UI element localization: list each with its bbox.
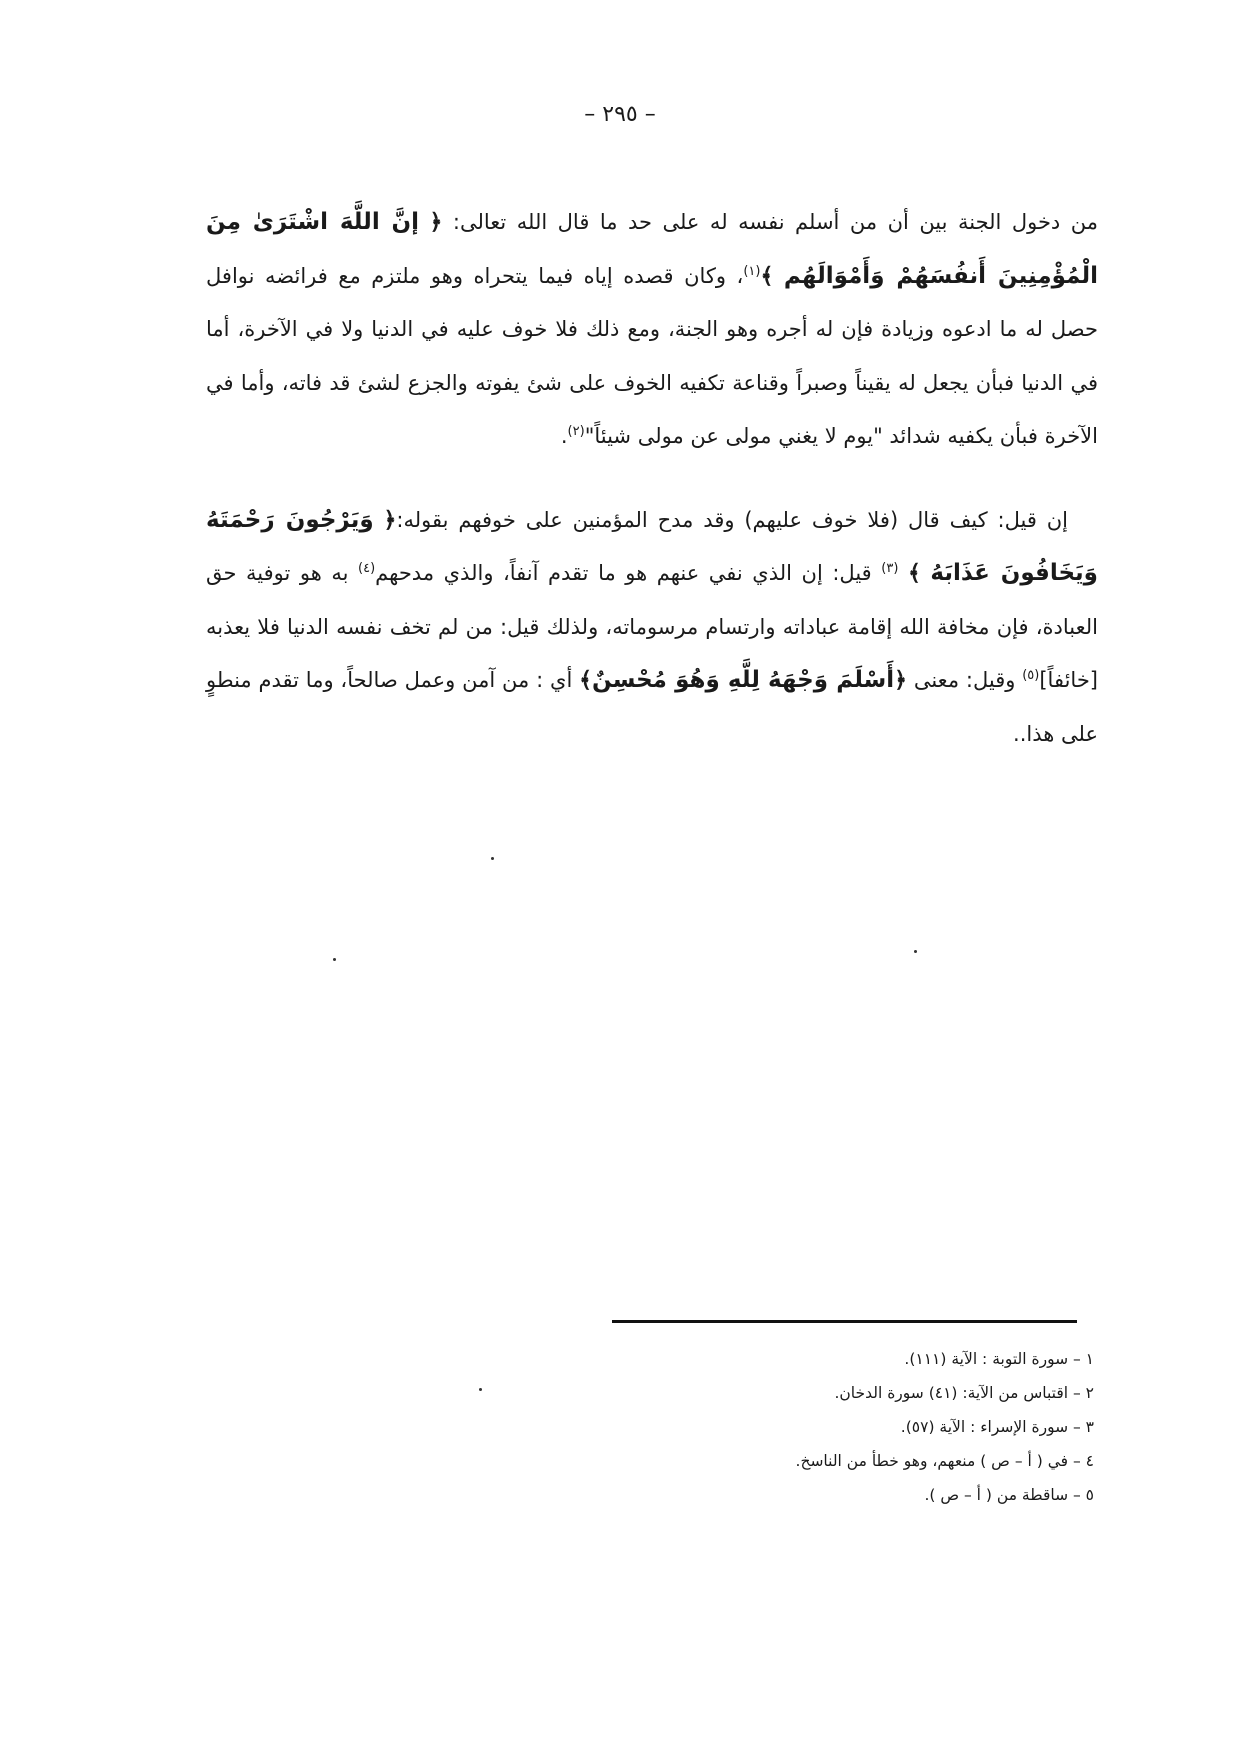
scan-speck <box>491 857 494 860</box>
footnote-ref-2[interactable]: (٢) <box>567 424 585 439</box>
main-text <box>206 196 1098 761</box>
paragraph-2 <box>206 494 1098 762</box>
footnote-ref-5[interactable]: (٥) <box>1022 668 1040 683</box>
quran-verse-3: أَسْلَمَ وَجْهَهُ لِلَّهِ وَهُوَ مُحْسِنٌ <box>592 667 895 693</box>
scan-speck <box>479 1388 482 1391</box>
footnote-item: ١ – سورة التوبة : الآية (١١١). <box>904 1350 1094 1368</box>
quran-bracket-open: ﴿ <box>383 507 397 533</box>
scan-speck <box>333 958 336 961</box>
quran-verse-2: وَيَرْجُونَ رَحْمَتَهُ وَيَخَافُونَ عَذَابَهُ <box>206 506 1098 586</box>
quran-bracket-close: ﴾ <box>760 263 774 289</box>
footnote-ref-1[interactable]: (١) <box>743 263 761 279</box>
quran-bracket-open: ﴿ <box>894 668 908 693</box>
quran-bracket-open: ﴿ <box>429 210 443 235</box>
paragraph-2-text-a: إن قيل: كيف قال (فلا خوف عليهم) وقد مدح المؤمنين على خوفهم بقوله: <box>396 507 1068 532</box>
paragraph-2-text-b: قيل: إن الذي نفي عنهم هو ما تقدم آنفاً، والذي مدحهم <box>375 561 882 585</box>
quran-bracket-close: ﴾ <box>907 561 921 586</box>
quran-verse-1: إنَّ اللَّهَ اشْتَرَىٰ مِنَ الْمُؤْمِنِينَ أَنفُسَهُمْ وَأَمْوَالَهُم <box>206 209 1098 289</box>
footnote-item: ٣ – سورة الإسراء : الآية (٥٧). <box>900 1418 1094 1436</box>
footnote-item: ٥ – ساقطة من ( أ – ص ). <box>924 1486 1094 1504</box>
paragraph-2-text-e: أي : من آمن وعمل صالحاً، وما تقدم منطوٍ على هذا.. <box>206 668 1098 746</box>
paragraph-1 <box>206 196 1098 464</box>
page-number: – ٢٩٥ – <box>584 102 656 127</box>
paragraph-2-text-d: وقيل: معنى <box>907 668 1023 692</box>
quran-bracket-close: ﴾ <box>579 668 592 693</box>
paragraph-2-text-c: به هو توفية حق العبادة، فإن مخافة الله إقامة عباداته وارتسام مرسوماته، ولذلك قيل: من لم تخف نفسه الدنيا فلا يعذبه [خائفاً] <box>206 561 1098 692</box>
paragraph-1-text-c: . <box>560 424 568 448</box>
footnote-item: ٢ – اقتباس من الآية: (٤١) سورة الدخان. <box>834 1384 1094 1402</box>
footnote-ref-3[interactable]: (٣) <box>881 561 899 576</box>
paragraph-1-text-a: من دخول الجنة بين أن من أسلم نفسه له على حد ما قال الله تعالى: <box>442 210 1098 234</box>
footnote-item: ٤ – في ( أ – ص ) منعهم، وهو خطأ من الناسخ. <box>795 1452 1094 1470</box>
paragraph-1-text-b: ، وكان قصده إياه فيما يتحراه وهو ملتزم مع فرائضه نوافل حصل له ما ادعوه وزيادة فإن له أجره وهو الجنة، ومع ذلك فلا خوف عليه في الدنيا ولا في الآخرة، أما في الدنيا فبأن يجعل له يقيناً وصبراً وقناعة تكفيه الخوف على شئ يفوته والجزع لشئ قد فاته، وأما في الآخرة فبأن يكفيه شدائد "يوم لا يغني مولى عن مولى شيئاً" <box>206 263 1098 448</box>
footnote-ref-4[interactable]: (٤) <box>358 561 376 576</box>
footnote-divider <box>612 1320 1077 1323</box>
scan-speck <box>914 950 917 953</box>
footnotes-list <box>796 1342 1094 1512</box>
